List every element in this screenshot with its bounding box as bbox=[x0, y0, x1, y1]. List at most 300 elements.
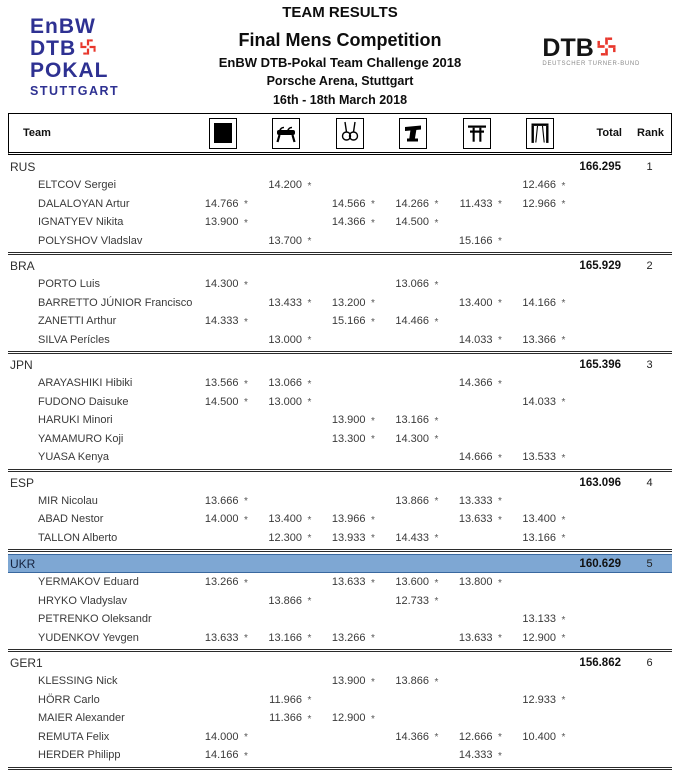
score-value: 14.500 bbox=[395, 216, 429, 229]
score-marker: * bbox=[561, 732, 566, 744]
score-vault bbox=[381, 312, 445, 331]
score-marker: * bbox=[434, 434, 439, 446]
athlete-row bbox=[8, 430, 672, 449]
score-marker: * bbox=[307, 713, 312, 725]
score-parallel-bars bbox=[444, 393, 508, 412]
score-marker: * bbox=[307, 180, 312, 192]
athlete-row bbox=[8, 709, 672, 728]
score-horizontal-bar bbox=[508, 275, 572, 294]
athlete-row bbox=[8, 176, 672, 195]
team-row-JPN bbox=[8, 356, 672, 374]
score-pommel-horse bbox=[254, 331, 318, 350]
score-value: 13.166 bbox=[395, 414, 429, 427]
athlete-row bbox=[8, 275, 672, 294]
parallel-bars-icon bbox=[463, 118, 491, 149]
score-rings bbox=[317, 529, 381, 548]
score-horizontal-bar bbox=[508, 728, 572, 747]
score-value: 13.633 bbox=[458, 631, 493, 644]
score-floor bbox=[190, 374, 254, 393]
score-marker: * bbox=[371, 199, 375, 211]
athlete-row bbox=[8, 492, 672, 511]
athlete-row bbox=[8, 448, 672, 467]
score-value: 12.933 bbox=[522, 693, 556, 706]
score-value: 13.866 bbox=[268, 594, 302, 607]
score-rings bbox=[317, 374, 381, 393]
score-marker: * bbox=[244, 633, 248, 645]
score-value: 14.766 bbox=[204, 197, 239, 210]
score-marker: * bbox=[434, 732, 439, 744]
team-section-BRA bbox=[8, 257, 672, 354]
score-vault bbox=[381, 672, 445, 691]
score-parallel-bars bbox=[444, 448, 508, 467]
athlete-name: HRYKO Vladyslav bbox=[38, 594, 128, 607]
score-horizontal-bar bbox=[508, 430, 572, 449]
score-pommel-horse bbox=[254, 213, 318, 232]
score-parallel-bars bbox=[444, 492, 508, 511]
score-floor bbox=[190, 728, 254, 747]
score-floor bbox=[190, 294, 254, 313]
rings-icon bbox=[336, 118, 364, 149]
score-floor bbox=[190, 529, 254, 548]
score-rings bbox=[317, 393, 381, 412]
score-marker: * bbox=[498, 298, 502, 310]
athlete-name: HARUKI Minori bbox=[38, 414, 113, 427]
score-horizontal-bar bbox=[508, 176, 572, 195]
score-parallel-bars bbox=[444, 672, 508, 691]
score-marker: * bbox=[498, 577, 502, 589]
logo-line-enbw: EnBW bbox=[30, 15, 96, 38]
team-row-UKR bbox=[8, 554, 672, 573]
score-rings bbox=[317, 294, 381, 313]
score-marker: * bbox=[244, 577, 248, 589]
score-horizontal-bar bbox=[508, 331, 572, 350]
score-value: 13.566 bbox=[204, 377, 239, 390]
score-pommel-horse bbox=[254, 728, 318, 747]
score-marker: * bbox=[244, 199, 248, 211]
score-marker: * bbox=[498, 199, 502, 211]
score-horizontal-bar bbox=[508, 411, 572, 430]
score-vault bbox=[381, 448, 445, 467]
score-pommel-horse bbox=[254, 510, 318, 529]
score-value: 13.066 bbox=[268, 377, 302, 390]
team-code: ESP bbox=[10, 475, 35, 490]
team-rank: 5 bbox=[646, 557, 653, 570]
score-value: 13.433 bbox=[268, 296, 302, 309]
score-horizontal-bar bbox=[508, 691, 572, 710]
logo-line-stuttgart: STUTTGART bbox=[30, 84, 120, 98]
score-pommel-horse bbox=[254, 411, 318, 430]
score-value: 13.800 bbox=[458, 576, 493, 589]
score-value: 12.900 bbox=[331, 712, 366, 725]
score-parallel-bars bbox=[444, 411, 508, 430]
athlete-row bbox=[8, 592, 672, 611]
score-value: 12.300 bbox=[268, 531, 302, 544]
team-rank: 2 bbox=[646, 260, 653, 272]
score-value: 14.266 bbox=[395, 197, 429, 210]
score-parallel-bars bbox=[444, 294, 508, 313]
team-total: 165.929 bbox=[579, 260, 621, 272]
score-vault bbox=[381, 176, 445, 195]
athlete-name: MIR Nicolau bbox=[38, 494, 98, 507]
athlete-name: ELTCOV Sergei bbox=[38, 179, 117, 192]
team-code: RUS bbox=[10, 160, 36, 174]
score-value: 13.633 bbox=[204, 631, 239, 644]
score-value: 14.166 bbox=[522, 296, 556, 309]
dtb-logo-subtext: DEUTSCHER TURNER-BUND bbox=[542, 61, 640, 67]
team-rank: 3 bbox=[646, 359, 653, 371]
score-horizontal-bar bbox=[508, 374, 572, 393]
athlete-name: HÖRR Carlo bbox=[38, 693, 100, 706]
score-value: 14.433 bbox=[395, 531, 429, 544]
score-value: 10.400 bbox=[522, 730, 556, 743]
score-marker: * bbox=[244, 496, 248, 508]
score-pommel-horse bbox=[254, 232, 318, 251]
score-vault bbox=[381, 529, 445, 548]
score-value: 13.866 bbox=[395, 494, 429, 507]
score-vault bbox=[381, 331, 445, 350]
score-value: 13.333 bbox=[458, 494, 493, 507]
score-floor bbox=[190, 176, 254, 195]
score-pommel-horse bbox=[254, 573, 318, 592]
score-parallel-bars bbox=[444, 312, 508, 331]
score-parallel-bars bbox=[444, 728, 508, 747]
score-value: 13.666 bbox=[204, 494, 239, 507]
score-rings bbox=[317, 312, 381, 331]
section-divider bbox=[8, 649, 672, 652]
score-marker: * bbox=[307, 236, 312, 248]
score-marker: * bbox=[307, 335, 312, 347]
athlete-row bbox=[8, 728, 672, 747]
athlete-name: YUASA Kenya bbox=[38, 451, 109, 464]
score-value: 13.166 bbox=[522, 531, 556, 544]
score-vault bbox=[381, 573, 445, 592]
score-value: 13.266 bbox=[204, 576, 239, 589]
team-row-BRA bbox=[8, 257, 672, 275]
score-horizontal-bar bbox=[508, 746, 572, 765]
score-value: 13.533 bbox=[522, 451, 556, 464]
score-pommel-horse bbox=[254, 629, 318, 648]
score-pommel-horse bbox=[254, 691, 318, 710]
athlete-name: FUDONO Daisuke bbox=[38, 395, 129, 408]
score-rings bbox=[317, 510, 381, 529]
rank-column-header: Rank bbox=[637, 127, 664, 139]
athlete-row bbox=[8, 331, 672, 350]
logo-line-dtb bbox=[30, 38, 119, 60]
document-titles bbox=[120, 4, 560, 107]
score-parallel-bars bbox=[444, 573, 508, 592]
score-pommel-horse bbox=[254, 529, 318, 548]
score-horizontal-bar bbox=[508, 294, 572, 313]
athlete-name: IGNATYEV Nikita bbox=[38, 216, 124, 229]
team-section-UKR bbox=[8, 554, 672, 652]
team-code: UKR bbox=[10, 556, 36, 571]
athlete-row bbox=[8, 691, 672, 710]
score-marker: * bbox=[561, 514, 566, 526]
score-value: 12.466 bbox=[522, 179, 556, 192]
score-rings bbox=[317, 573, 381, 592]
team-total: 160.629 bbox=[579, 557, 621, 570]
score-marker: * bbox=[434, 596, 439, 608]
score-parallel-bars bbox=[444, 232, 508, 251]
score-marker: * bbox=[498, 514, 502, 526]
score-marker: * bbox=[561, 335, 566, 347]
score-parallel-bars bbox=[444, 176, 508, 195]
score-value: 12.966 bbox=[522, 197, 556, 210]
score-horizontal-bar bbox=[508, 448, 572, 467]
score-value: 14.333 bbox=[204, 315, 239, 328]
athlete-row bbox=[8, 672, 672, 691]
score-horizontal-bar bbox=[508, 629, 572, 648]
score-floor bbox=[190, 629, 254, 648]
score-value: 11.966 bbox=[269, 693, 302, 706]
score-horizontal-bar bbox=[508, 195, 572, 214]
team-rank: 6 bbox=[646, 657, 653, 669]
score-value: 14.666 bbox=[458, 451, 493, 464]
score-value: 15.166 bbox=[458, 234, 493, 247]
score-rings bbox=[317, 232, 381, 251]
score-marker: * bbox=[434, 577, 439, 589]
score-vault bbox=[381, 213, 445, 232]
score-marker: * bbox=[307, 397, 312, 409]
score-vault bbox=[381, 430, 445, 449]
score-marker: * bbox=[244, 397, 248, 409]
score-parallel-bars bbox=[444, 275, 508, 294]
score-marker: * bbox=[498, 335, 502, 347]
score-value: 14.300 bbox=[395, 432, 429, 445]
score-pommel-horse bbox=[254, 430, 318, 449]
score-vault bbox=[381, 629, 445, 648]
score-rings bbox=[317, 672, 381, 691]
athlete-name: YERMAKOV Eduard bbox=[38, 576, 139, 589]
score-vault bbox=[381, 746, 445, 765]
score-marker: * bbox=[371, 514, 375, 526]
score-pommel-horse bbox=[254, 610, 318, 629]
athlete-name: ABAD Nestor bbox=[38, 513, 104, 526]
team-section-RUS bbox=[8, 158, 672, 255]
athlete-row bbox=[8, 195, 672, 214]
score-value: 13.866 bbox=[395, 675, 429, 688]
score-value: 13.066 bbox=[395, 278, 429, 291]
score-parallel-bars bbox=[444, 709, 508, 728]
score-marker: * bbox=[561, 695, 566, 707]
score-value: 13.166 bbox=[268, 631, 302, 644]
section-divider bbox=[8, 252, 672, 255]
score-floor bbox=[190, 213, 254, 232]
results-table bbox=[8, 113, 672, 772]
score-parallel-bars bbox=[444, 213, 508, 232]
score-marker: * bbox=[434, 199, 439, 211]
score-parallel-bars bbox=[444, 430, 508, 449]
athlete-name: ZANETTI Arthur bbox=[38, 315, 117, 328]
score-value: 14.366 bbox=[331, 216, 366, 229]
score-floor bbox=[190, 672, 254, 691]
table-header-row bbox=[8, 113, 672, 155]
athlete-name: ARAYASHIKI Hibiki bbox=[38, 377, 133, 390]
score-horizontal-bar bbox=[508, 529, 572, 548]
score-value: 13.700 bbox=[268, 234, 302, 247]
score-floor bbox=[190, 709, 254, 728]
team-code: GER1 bbox=[10, 656, 43, 670]
score-parallel-bars bbox=[444, 195, 508, 214]
athlete-name: BARRETTO JÚNIOR Francisco bbox=[38, 296, 193, 309]
score-vault bbox=[381, 510, 445, 529]
score-vault bbox=[381, 728, 445, 747]
horizontal-bar-icon bbox=[526, 118, 554, 149]
score-rings bbox=[317, 195, 381, 214]
score-marker: * bbox=[371, 434, 375, 446]
competition-subtitle: Final Mens Competition bbox=[238, 30, 442, 50]
score-marker: * bbox=[498, 750, 502, 762]
team-total: 163.096 bbox=[579, 476, 621, 489]
score-marker: * bbox=[244, 217, 248, 229]
score-rings bbox=[317, 448, 381, 467]
score-value: 13.633 bbox=[331, 576, 366, 589]
score-vault bbox=[381, 691, 445, 710]
score-vault bbox=[381, 411, 445, 430]
score-horizontal-bar bbox=[508, 213, 572, 232]
score-value: 14.000 bbox=[204, 730, 239, 743]
score-value: 12.900 bbox=[522, 631, 556, 644]
score-floor bbox=[190, 232, 254, 251]
score-floor bbox=[190, 331, 254, 350]
athlete-row bbox=[8, 312, 672, 331]
score-value: 13.200 bbox=[331, 296, 366, 309]
score-parallel-bars bbox=[444, 746, 508, 765]
athlete-row bbox=[8, 294, 672, 313]
total-column-header: Total bbox=[596, 127, 622, 139]
score-value: 13.366 bbox=[522, 333, 556, 346]
section-divider bbox=[8, 549, 672, 552]
athlete-row bbox=[8, 746, 672, 765]
score-value: 14.166 bbox=[204, 749, 239, 762]
athlete-row bbox=[8, 393, 672, 412]
enbw-dtb-pokal-logo bbox=[30, 16, 119, 100]
score-horizontal-bar bbox=[508, 232, 572, 251]
team-rank: 4 bbox=[646, 476, 653, 489]
score-marker: * bbox=[434, 217, 439, 229]
score-value: 13.900 bbox=[331, 675, 366, 688]
logo-line-pokal: POKAL bbox=[30, 59, 109, 82]
score-marker: * bbox=[244, 279, 248, 291]
score-marker: * bbox=[371, 415, 375, 427]
score-marker: * bbox=[561, 633, 566, 645]
score-value: 14.300 bbox=[204, 278, 239, 291]
score-rings bbox=[317, 275, 381, 294]
score-marker: * bbox=[434, 415, 439, 427]
vault-icon bbox=[399, 118, 427, 149]
score-value: 14.500 bbox=[204, 395, 239, 408]
athlete-name: YAMAMURO Koji bbox=[38, 432, 124, 445]
team-row-RUS bbox=[8, 158, 672, 176]
score-marker: * bbox=[434, 533, 439, 545]
score-floor bbox=[190, 691, 254, 710]
score-vault bbox=[381, 232, 445, 251]
score-floor bbox=[190, 492, 254, 511]
score-rings bbox=[317, 592, 381, 611]
score-parallel-bars bbox=[444, 610, 508, 629]
athlete-name: TALLON Alberto bbox=[38, 531, 118, 544]
score-value: 15.166 bbox=[331, 315, 366, 328]
score-marker: * bbox=[307, 596, 312, 608]
score-vault bbox=[381, 492, 445, 511]
dtb-logo bbox=[542, 34, 640, 67]
turnerkreuz-icon bbox=[80, 38, 96, 60]
dtb-logo-text-row bbox=[542, 34, 640, 62]
athlete-name: DALALOYAN Artur bbox=[38, 197, 130, 210]
score-marker: * bbox=[498, 236, 502, 248]
score-horizontal-bar bbox=[508, 709, 572, 728]
score-marker: * bbox=[244, 514, 248, 526]
score-rings bbox=[317, 728, 381, 747]
score-parallel-bars bbox=[444, 510, 508, 529]
event-dates: 16th - 18th March 2018 bbox=[272, 93, 408, 107]
score-horizontal-bar bbox=[508, 312, 572, 331]
score-marker: * bbox=[434, 316, 439, 328]
athlete-name: POLYSHOV Vladslav bbox=[38, 234, 143, 247]
team-total: 166.295 bbox=[579, 161, 621, 173]
score-marker: * bbox=[371, 533, 375, 545]
score-marker: * bbox=[434, 496, 439, 508]
score-vault bbox=[381, 294, 445, 313]
athlete-row bbox=[8, 510, 672, 529]
score-value: 13.633 bbox=[458, 513, 493, 526]
score-marker: * bbox=[371, 217, 375, 229]
score-marker: * bbox=[561, 452, 566, 464]
score-value: 12.733 bbox=[395, 594, 429, 607]
dtb-logo-text: DTB bbox=[542, 34, 594, 62]
score-marker: * bbox=[371, 713, 375, 725]
page-title: TEAM RESULTS bbox=[282, 4, 398, 21]
score-value: 14.466 bbox=[395, 315, 429, 328]
team-code: BRA bbox=[10, 259, 35, 273]
score-floor bbox=[190, 312, 254, 331]
score-floor bbox=[190, 448, 254, 467]
section-divider bbox=[8, 767, 672, 770]
score-horizontal-bar bbox=[508, 610, 572, 629]
team-row-ESP bbox=[8, 474, 672, 492]
athlete-row bbox=[8, 213, 672, 232]
score-value: 13.000 bbox=[268, 333, 302, 346]
score-marker: * bbox=[371, 298, 375, 310]
logo-dtb-text: DTB bbox=[30, 37, 77, 60]
athlete-name: PETRENKO Oleksandr bbox=[38, 613, 152, 626]
score-floor bbox=[190, 393, 254, 412]
score-floor bbox=[190, 275, 254, 294]
score-value: 14.033 bbox=[522, 395, 556, 408]
table-body bbox=[8, 158, 672, 770]
score-rings bbox=[317, 331, 381, 350]
score-marker: * bbox=[561, 298, 566, 310]
score-horizontal-bar bbox=[508, 592, 572, 611]
athlete-row bbox=[8, 573, 672, 592]
score-vault bbox=[381, 195, 445, 214]
score-horizontal-bar bbox=[508, 510, 572, 529]
athlete-row bbox=[8, 411, 672, 430]
score-value: 13.600 bbox=[395, 576, 429, 589]
team-section-ESP bbox=[8, 474, 672, 553]
athlete-row bbox=[8, 374, 672, 393]
score-value: 11.433 bbox=[459, 197, 493, 210]
score-value: 14.333 bbox=[458, 749, 493, 762]
score-pommel-horse bbox=[254, 448, 318, 467]
score-marker: * bbox=[371, 316, 375, 328]
score-vault bbox=[381, 393, 445, 412]
score-vault bbox=[381, 275, 445, 294]
score-marker: * bbox=[561, 397, 566, 409]
score-pommel-horse bbox=[254, 393, 318, 412]
score-rings bbox=[317, 411, 381, 430]
score-marker: * bbox=[498, 496, 502, 508]
